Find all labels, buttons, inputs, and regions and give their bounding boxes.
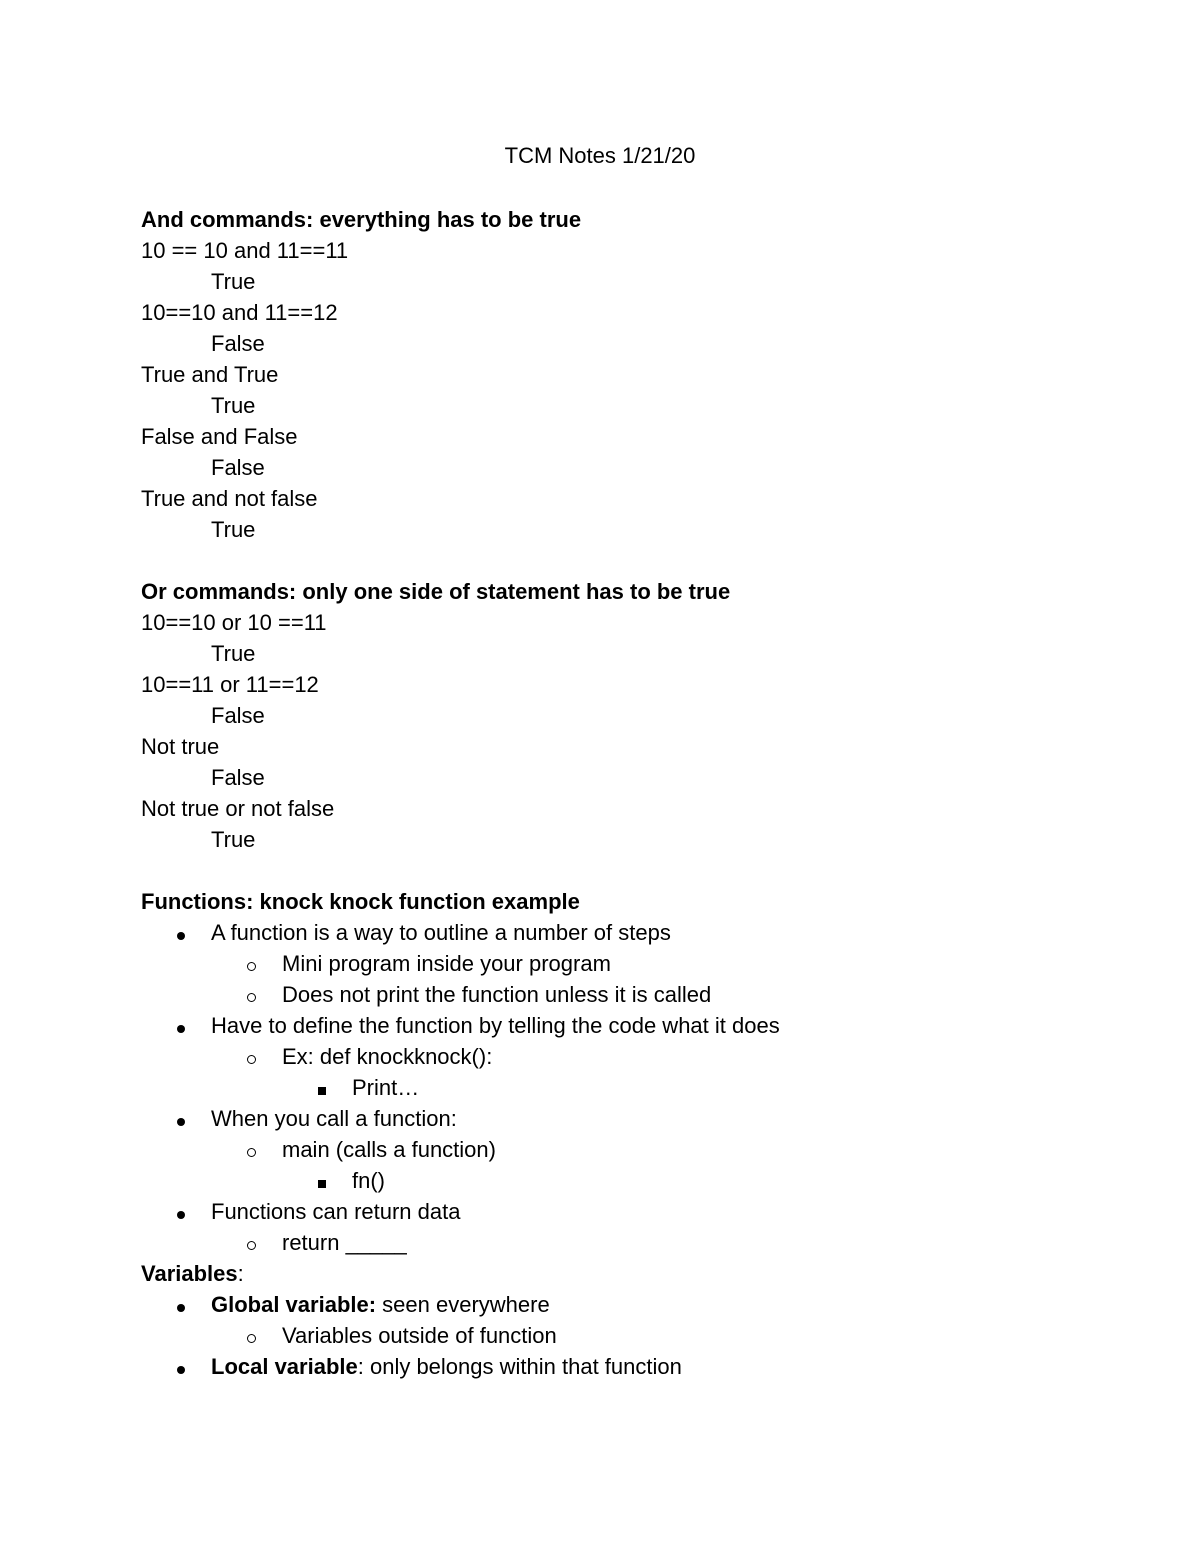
bullet-dot-icon [177,917,185,948]
bullet-circle-icon [247,1041,256,1072]
or-result: True [211,641,256,666]
notes-body [141,204,1141,1382]
global-variable-label: Global variable: [211,1292,377,1317]
bullet-circle-icon [247,1320,256,1351]
bullet-dot-icon [177,1103,185,1134]
and-line: True and not false [141,486,318,511]
or-line: Not true [141,734,220,759]
functions-heading: Functions: knock knock function example [141,889,580,914]
list-item: Global variable: seen everywhere [141,1289,1141,1320]
page-title: TCM Notes 1/21/20 [504,143,696,168]
list-item: Variables outside of function [141,1320,1141,1351]
list-item: Have to define the function by telling the code what it does [141,1010,1141,1041]
or-line: 10==10 or 10 ==11 [141,610,327,635]
and-line: True and True [141,362,279,387]
list-item: return _____ [141,1227,1141,1258]
bullet-circle-icon [247,1134,256,1165]
bullet-circle-icon [247,1227,256,1258]
list-item: Does not print the function unless it is called [141,979,1141,1010]
and-result: True [211,393,256,418]
list-item: A function is a way to outline a number of steps [141,917,1141,948]
list-item: main (calls a function) [141,1134,1141,1165]
bullet-square-icon [318,1165,326,1196]
list-item: fn() [141,1165,1141,1196]
list-item: Local variable: only belongs within that function [141,1351,1141,1382]
bullet-dot-icon [177,1196,185,1227]
bullet-dot-icon [177,1010,185,1041]
bullet-square-icon [318,1072,326,1103]
variables-heading: Variables: [141,1261,244,1286]
bullet-dot-icon [177,1351,185,1382]
or-result: True [211,827,256,852]
and-result: True [211,269,256,294]
and-result: False [211,455,265,480]
and-heading: And commands: everything has to be true [141,207,582,232]
list-item: When you call a function: [141,1103,1141,1134]
bullet-circle-icon [247,979,256,1010]
list-item: Ex: def knockknock(): [141,1041,1141,1072]
section-gap [141,545,1141,576]
list-item: Print… [141,1072,1141,1103]
and-line: 10 == 10 and 11==11 [141,238,349,263]
bullet-circle-icon [247,948,256,979]
or-result: False [211,703,265,728]
and-line: False and False [141,424,298,449]
section-gap [141,855,1141,886]
or-result: False [211,765,265,790]
or-line: 10==11 or 11==12 [141,672,319,697]
list-item: Mini program inside your program [141,948,1141,979]
local-variable-label: Local variable [211,1354,358,1379]
and-line: 10==10 and 11==12 [141,300,338,325]
and-result: True [211,517,256,542]
list-item: Functions can return data [141,1196,1141,1227]
or-line: Not true or not false [141,796,335,821]
and-result: False [211,331,265,356]
bullet-dot-icon [177,1289,185,1320]
or-heading: Or commands: only one side of statement has to be true [141,579,731,604]
